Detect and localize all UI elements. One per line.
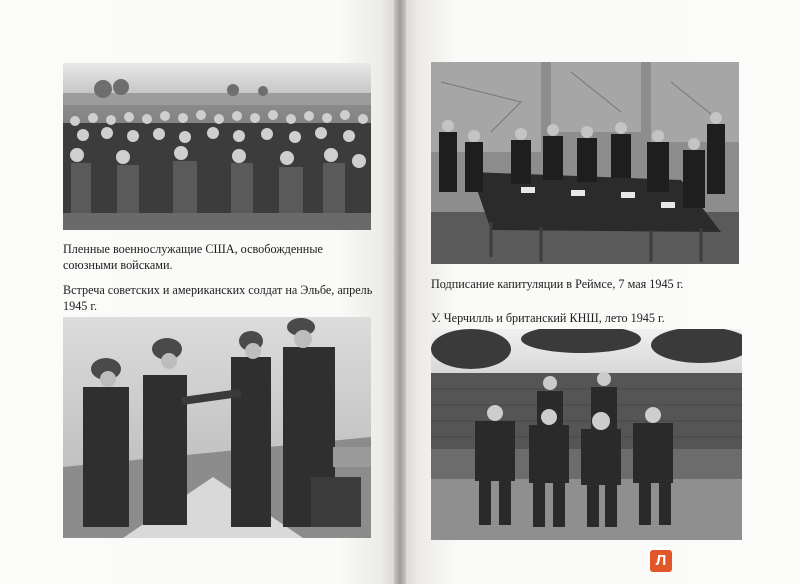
book-gutter: [394, 0, 406, 584]
surrender-signing-photo: [431, 62, 739, 264]
left-bottom-caption: Встреча советских и американских солдат на Эльбе, апрель 1945 г.: [63, 283, 373, 313]
left-top-caption: Пленные военнослужащие США, освобожденные союзными войсками.: [63, 242, 323, 272]
right-top-caption: Подписание капитуляции в Реймсе, 7 мая 1945 г.: [431, 277, 684, 291]
prisoners-photo: [63, 63, 371, 230]
publisher-logo: [650, 550, 672, 572]
publisher-logo-letter: Л: [655, 552, 667, 569]
elbe-meeting-photo: [63, 317, 371, 538]
churchill-group-photo: [431, 329, 742, 540]
right-bottom-caption: У. Черчилль и британский КНШ, лето 1945 г.: [431, 311, 665, 325]
